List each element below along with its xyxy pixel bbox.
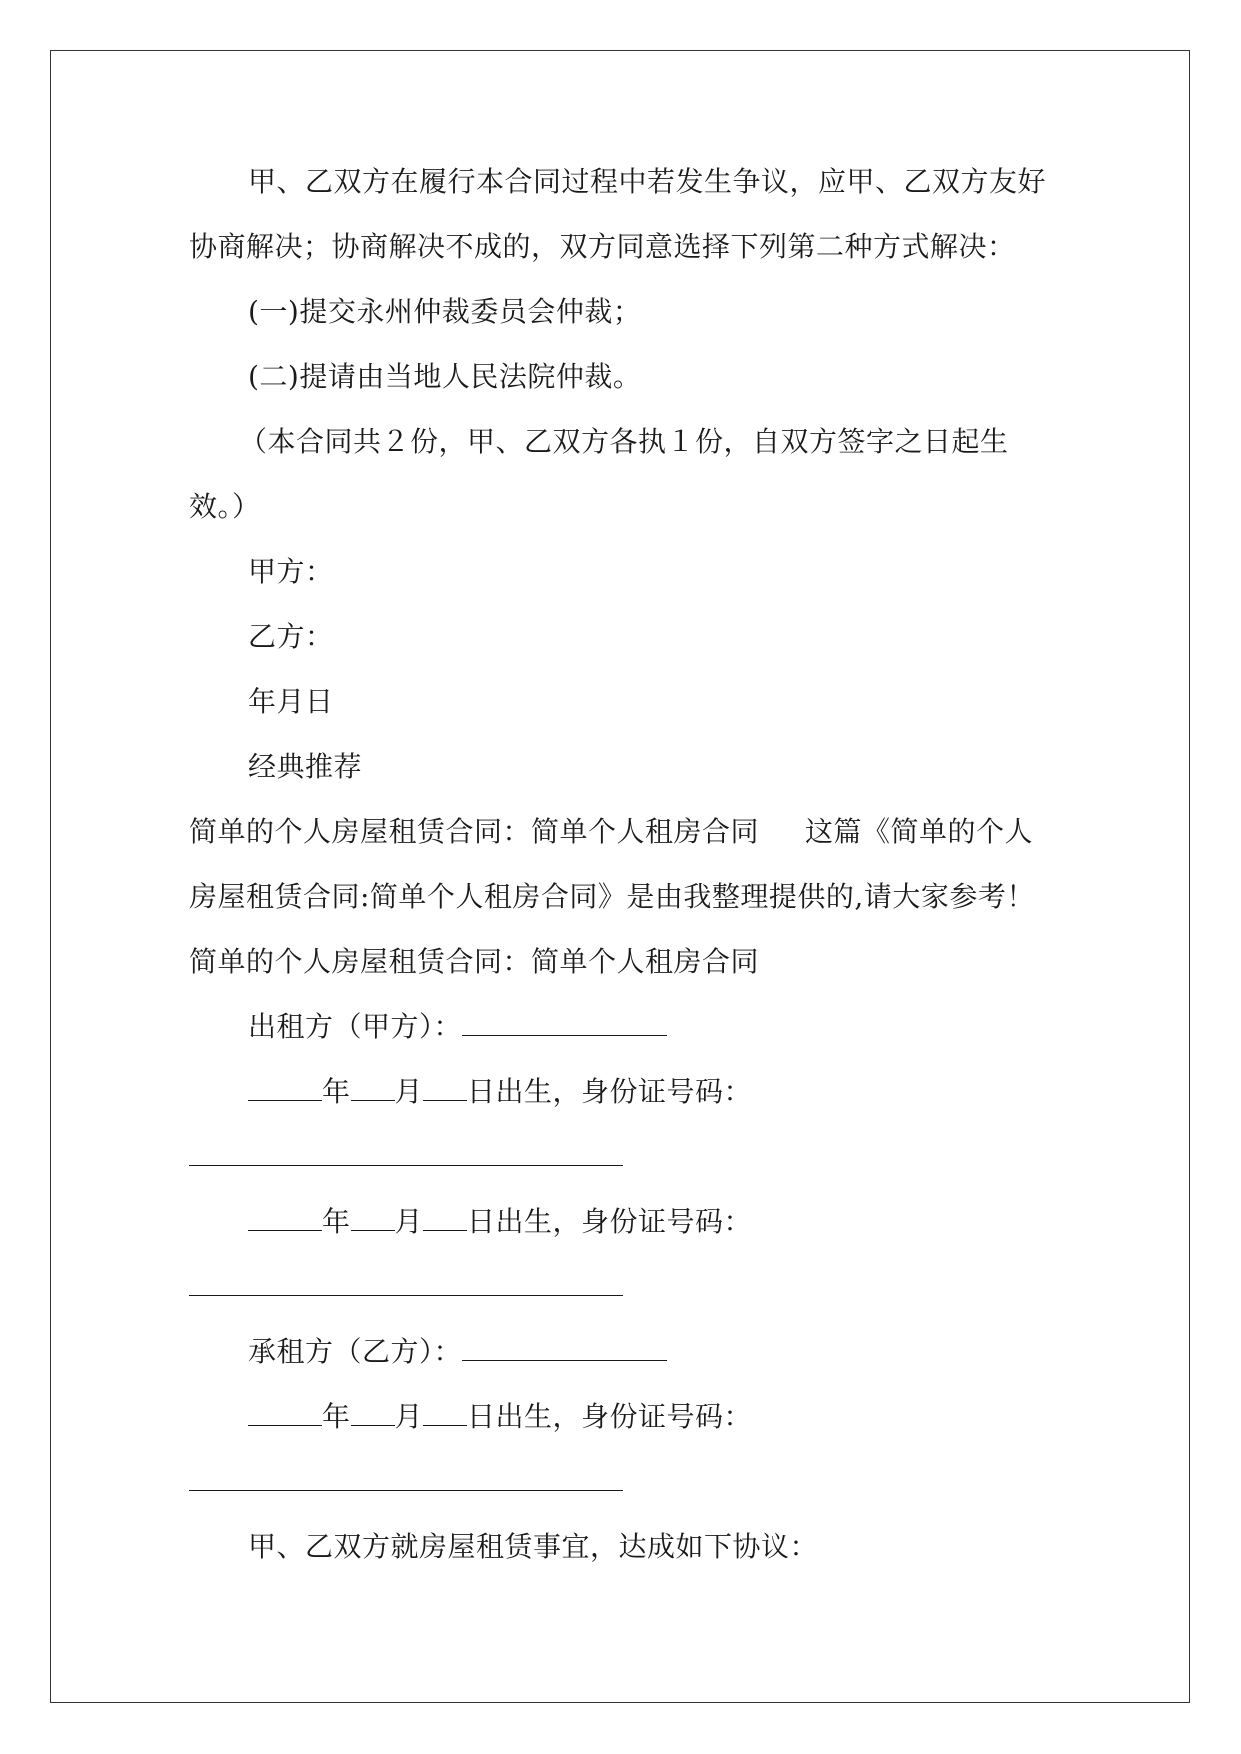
birth-day-blank[interactable]: [423, 1070, 467, 1101]
birth-year-blank[interactable]: [248, 1070, 322, 1101]
birth-month-blank[interactable]: [351, 1200, 395, 1231]
year-label: 年: [322, 1400, 351, 1433]
birth-month-blank[interactable]: [351, 1070, 395, 1101]
month-label: 月: [394, 1400, 424, 1433]
birth-id-label: 日出生，身份证号码：: [467, 1075, 753, 1108]
lessor-id-line-1: [189, 1135, 1069, 1200]
id-number-blank[interactable]: [189, 1265, 623, 1296]
party-b-signature: 乙方：: [248, 620, 334, 653]
month-label: 月: [394, 1205, 424, 1238]
paragraph-copies-1: （本合同共２份，甲、乙双方各执１份，自双方签字之日起生: [239, 425, 1009, 458]
month-label: 月: [394, 1075, 424, 1108]
party-a-signature: 甲方：: [248, 555, 334, 588]
id-number-blank[interactable]: [189, 1135, 623, 1166]
lessor-line: [189, 1005, 1069, 1070]
lessor-birth-line-2: [189, 1200, 1069, 1265]
option-court: (二)提请由当地人民法院仲裁。: [248, 360, 642, 393]
lessee-label: 承租方（乙方）：: [248, 1335, 463, 1368]
recommend-intro-cont: 房屋租赁合同:简单个人租房合同》是由我整理提供的,请大家参考！: [189, 880, 1035, 913]
year-label: 年: [322, 1075, 351, 1108]
paragraph-dispute-2: 协商解决；协商解决不成的，双方同意选择下列第二种方式解决：: [189, 230, 1016, 263]
birth-id-label: 日出生，身份证号码：: [467, 1400, 753, 1433]
lessee-birth-line: [189, 1395, 1069, 1460]
paragraph-copies-2: 效。）: [189, 490, 261, 523]
birth-day-blank[interactable]: [423, 1395, 467, 1426]
year-label: 年: [322, 1205, 351, 1238]
lessee-name-blank[interactable]: [462, 1330, 667, 1361]
birth-year-blank[interactable]: [248, 1200, 322, 1231]
birth-month-blank[interactable]: [351, 1395, 395, 1426]
id-number-blank[interactable]: [189, 1460, 623, 1491]
agreement-intro: 甲、乙双方就房屋租赁事宜，达成如下协议：: [248, 1530, 819, 1563]
signature-date: 年月日: [248, 685, 334, 718]
paragraph-dispute-1: 甲、乙双方在履行本合同过程中若发生争议，应甲、乙双方友好: [248, 165, 1047, 198]
lessee-id-line: [189, 1460, 1069, 1525]
lessor-birth-line-1: [189, 1070, 1069, 1135]
recommend-heading: 经典推荐: [248, 750, 363, 783]
recommend-line-1: [189, 810, 1069, 875]
option-arbitration: (一)提交永州仲裁委员会仲裁；: [248, 295, 642, 328]
birth-id-label: 日出生，身份证号码：: [467, 1205, 753, 1238]
lessor-id-line-2: [189, 1265, 1069, 1330]
lessor-name-blank[interactable]: [462, 1005, 667, 1036]
lessee-line: [189, 1330, 1069, 1395]
recommend-title[interactable]: 简单的个人房屋租赁合同：简单个人租房合同: [189, 815, 760, 848]
recommend-intro-start: 这篇《简单的个人: [805, 815, 1034, 848]
birth-year-blank[interactable]: [248, 1395, 322, 1426]
document-body: [189, 160, 1069, 1590]
contract-title: 简单的个人房屋租赁合同：简单个人租房合同: [189, 945, 760, 978]
lessor-label: 出租方（甲方）：: [248, 1010, 463, 1043]
birth-day-blank[interactable]: [423, 1200, 467, 1231]
